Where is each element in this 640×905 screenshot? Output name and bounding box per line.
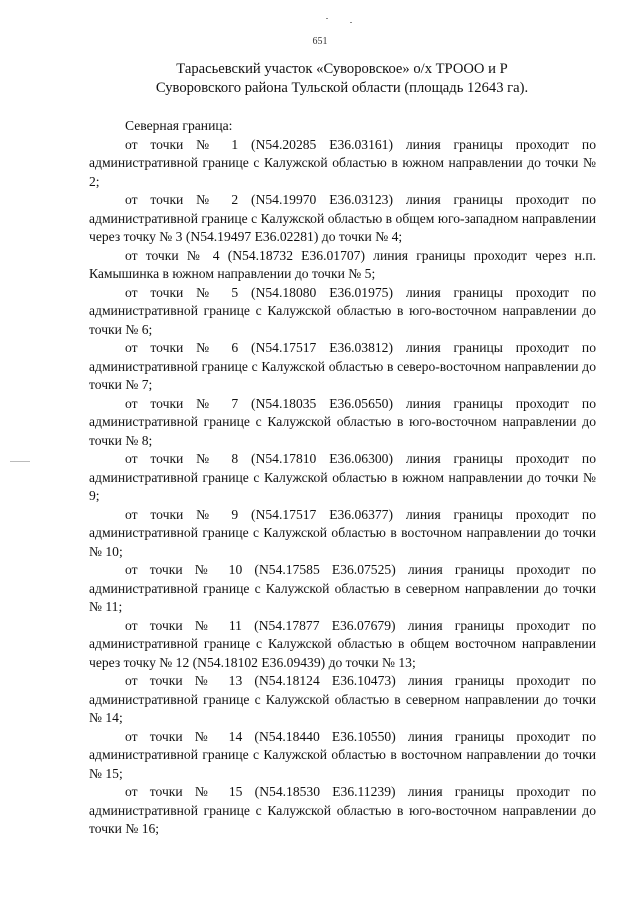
section-heading: Северная граница: — [125, 118, 233, 133]
document-body — [89, 117, 596, 839]
scan-speck — [10, 461, 30, 462]
boundary-paragraph: от точки № 15 (N54.18530 E36.11239) линия границы проходит по административной границе с Калужской областью в юго-восточном направлении до точки № 16; — [89, 784, 596, 836]
boundary-paragraph: от точки № 14 (N54.18440 E36.10550) линия границы проходит по административной границе с Калужской областью в восточном направлении до точки № 15; — [89, 728, 596, 781]
scan-speck — [326, 18, 328, 19]
title-line: Тарасьевский участок «Суворовское» о/х ТРООО и Р — [176, 61, 508, 77]
boundary-paragraph: от точки № 11 (N54.17877 E36.07679) линия границы проходит по административной границе с Калужской областью в общем восточном направлении через точку № 12 (N54.18102 E36.09439) до точки № 13; — [89, 617, 596, 670]
boundary-paragraph: от точки № 4 (N54.18732 E36.01707) линия границы проходит через н.п. Камышинка в южном направлении до точки № 5; — [89, 247, 596, 281]
boundary-paragraph: от точки № 1 (N54.20285 E36.03161) линия границы проходит по административной границе с Калужской областью в южном направлении до точки № 2; — [89, 136, 596, 189]
boundary-paragraph: от точки № 13 (N54.18124 E36.10473) линия границы проходит по административной границе с Калужской областью в северном направлении до точки № 14; — [89, 673, 596, 725]
boundary-paragraph: от точки № 7 (N54.18035 E36.05650) линия границы проходит по административной границе с Калужской областью в юго-восточном направлении до точки № 8; — [89, 395, 596, 448]
boundary-paragraph: от точки № 8 (N54.17810 E36.06300) линия границы проходит по административной границе с Калужской областью в южном направлении до точки № 9; — [89, 451, 596, 503]
boundary-paragraph: от точки № 6 (N54.17517 E36.03812) линия границы проходит по административной границе с Калужской областью в северо-восточном направлении до точки № 7; — [89, 340, 596, 392]
page-number: 651 — [312, 36, 328, 47]
boundary-paragraph: от точки № 9 (N54.17517 E36.06377) линия границы проходит по административной границе с Калужской областью в восточном направлении до точки № 10; — [89, 506, 596, 559]
scan-speck — [350, 22, 352, 23]
document-title — [88, 60, 596, 98]
boundary-paragraph: от точки № 2 (N54.19970 E36.03123) линия границы проходит по административной границе с Калужской областью в общем юго-западном направлении через точку № 3 (N54.19497 E36.02281) до точки № 4; — [89, 192, 596, 244]
title-line: Суворовского района Тульской области (площадь 12643 га). — [155, 80, 529, 96]
boundary-paragraph: от точки № 5 (N54.18080 E36.01975) линия границы проходит по административной границе с Калужской областью в юго-восточном направлении до точки № 6; — [89, 284, 596, 337]
boundary-paragraph: от точки № 10 (N54.17585 E36.07525) линия границы проходит по административной границе с Калужской областью в северном направлении до точки № 11; — [89, 562, 596, 614]
